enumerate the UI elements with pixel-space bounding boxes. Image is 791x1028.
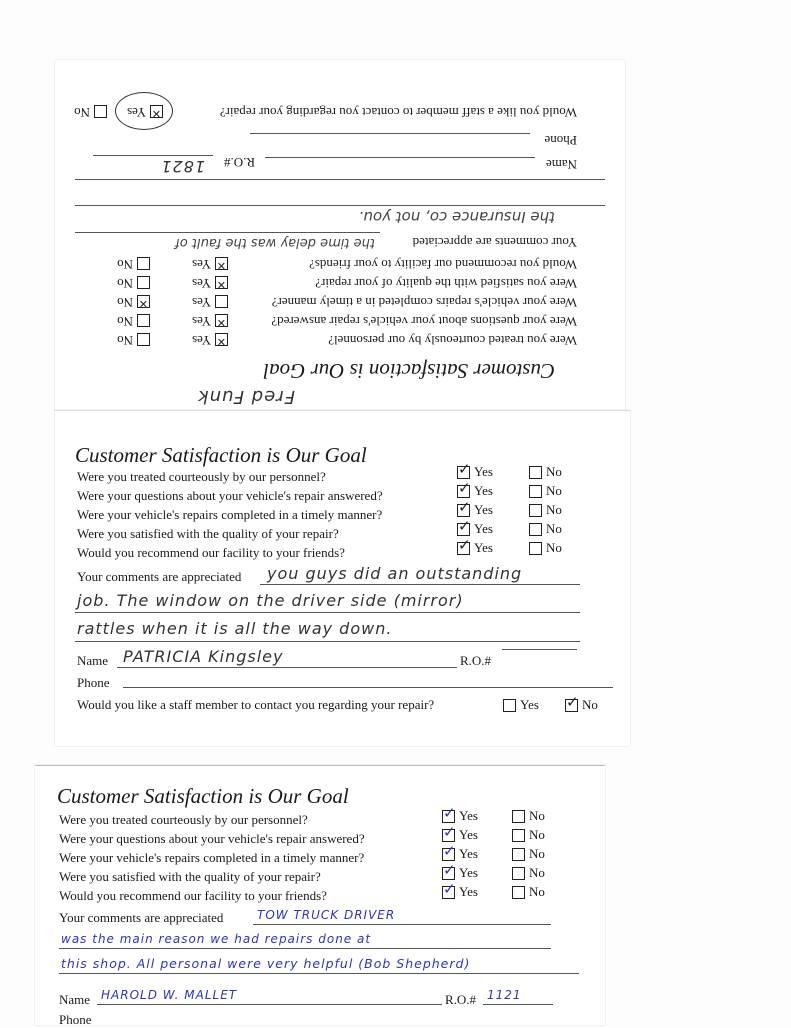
comments-label: Your comments are appreciated	[412, 235, 577, 250]
ro-label: R.O.#	[223, 155, 255, 170]
no-label: No	[117, 276, 133, 291]
no-checkbox[interactable]	[137, 296, 150, 309]
comment-underline	[75, 205, 605, 206]
name-value: PATRICIA Kingsley	[123, 647, 284, 666]
yes-label: Yes	[192, 257, 211, 272]
contact-question: Would you like a staff member to contact you regarding your repair?	[77, 697, 435, 712]
yes-label: Yes	[459, 884, 478, 899]
no-option-1[interactable]	[529, 464, 562, 480]
name-field[interactable]	[97, 1004, 442, 1005]
yes-checkbox[interactable]	[442, 829, 455, 842]
ro-label: R.O.#	[460, 653, 492, 668]
yes-label: Yes	[459, 827, 478, 842]
comment-underline	[75, 641, 580, 642]
ro-value: 1121	[487, 988, 522, 1002]
survey-card-2	[55, 410, 630, 746]
question-5: Would you recommend our facility to your friends?	[59, 888, 327, 903]
name-field[interactable]	[117, 667, 457, 668]
comment-underline	[260, 584, 580, 585]
yes-checkbox[interactable]	[457, 485, 470, 498]
no-option-5[interactable]	[512, 884, 545, 900]
no-label: No	[546, 502, 562, 517]
question-3: Were your vehicle's repairs completed in a timely manner?	[59, 850, 365, 865]
yes-option-5[interactable]	[457, 540, 493, 556]
no-label: No	[529, 827, 545, 842]
no-option-2[interactable]	[117, 313, 150, 329]
no-checkbox[interactable]	[529, 466, 542, 479]
question-5: Would you recommend our facility to your friends?	[77, 545, 345, 560]
card-title: Customer Satisfaction is Our Goal	[57, 784, 349, 808]
no-label: No	[529, 846, 545, 861]
no-option-5[interactable]	[117, 256, 150, 272]
survey-card-3	[35, 765, 605, 1025]
no-option-4[interactable]	[117, 275, 150, 291]
yes-label: Yes	[474, 502, 493, 517]
phone-field[interactable]	[123, 687, 613, 688]
yes-checkbox[interactable]	[457, 466, 470, 479]
no-checkbox[interactable]	[512, 886, 525, 899]
no-option-5[interactable]	[529, 540, 562, 556]
comment-underline	[253, 924, 551, 925]
no-label: No	[117, 333, 133, 348]
no-label: No	[582, 697, 598, 712]
yes-option-1[interactable]	[192, 332, 228, 348]
no-label: No	[74, 105, 90, 120]
comment-line-2: job. The window on the driver side (mirror)	[77, 591, 464, 610]
no-checkbox[interactable]	[565, 699, 578, 712]
ro-field[interactable]	[502, 649, 577, 650]
no-option-1[interactable]	[117, 332, 150, 348]
yes-option-3[interactable]	[192, 294, 228, 310]
contact-question: Would you like a staff member to contact you regarding your repair?	[219, 105, 577, 120]
question-2: Were your questions about your vehicle's repair answered?	[77, 488, 383, 503]
no-checkbox[interactable]	[94, 106, 107, 119]
yes-checkbox[interactable]	[215, 296, 228, 309]
yes-label: Yes	[192, 333, 211, 348]
comment-underline	[75, 612, 580, 613]
comment-underline	[59, 948, 551, 949]
yes-checkbox[interactable]	[215, 258, 228, 271]
no-label: No	[117, 314, 133, 329]
question-3: Were your vehicle's repairs completed in a timely manner?	[77, 507, 383, 522]
comment-line-3: this shop. All personal were very helpful (Bob Shepherd)	[61, 956, 471, 971]
comment-underline	[59, 973, 579, 974]
phone-label: Phone	[77, 675, 110, 690]
yes-checkbox[interactable]	[457, 523, 470, 536]
ro-field[interactable]	[93, 155, 213, 156]
no-label: No	[117, 295, 133, 310]
no-checkbox[interactable]	[512, 810, 525, 823]
comment-line-3: rattles when it is all the way down.	[77, 619, 393, 638]
no-label: No	[546, 464, 562, 479]
no-checkbox[interactable]	[137, 277, 150, 290]
question-2: Were your questions about your vehicle's repair answered?	[59, 831, 365, 846]
yes-label: Yes	[459, 808, 478, 823]
no-label: No	[117, 257, 133, 272]
no-option-3[interactable]	[117, 294, 150, 310]
yes-label: Yes	[459, 865, 478, 880]
question-2: Were your questions about your vehicle's repair answered?	[271, 314, 577, 329]
yes-checkbox[interactable]	[503, 699, 516, 712]
no-checkbox[interactable]	[512, 848, 525, 861]
card-title: Customer Satisfaction is Our Goal	[75, 443, 367, 467]
question-4: Were you satisfied with the quality of your repair?	[315, 276, 577, 291]
no-option-3[interactable]	[529, 502, 562, 518]
no-checkbox[interactable]	[529, 485, 542, 498]
contact-no-option[interactable]	[74, 104, 107, 120]
yes-option-5[interactable]	[192, 256, 228, 272]
yes-option-4[interactable]	[192, 275, 228, 291]
phone-label: Phone	[59, 1012, 92, 1027]
no-label: No	[529, 808, 545, 823]
comments-label: Your comments are appreciated	[59, 910, 224, 925]
no-checkbox[interactable]	[512, 829, 525, 842]
no-checkbox[interactable]	[529, 504, 542, 517]
yes-label: Yes	[474, 521, 493, 536]
question-1: Were you treated courteously by our personnel?	[77, 469, 326, 484]
comments-label: Your comments are appreciated	[77, 569, 242, 584]
name-field[interactable]	[265, 157, 535, 158]
phone-label: Phone	[544, 133, 577, 148]
yes-checkbox[interactable]	[442, 810, 455, 823]
comment-line-2: the Insurance co, not you.	[358, 208, 555, 226]
contact-yes-option[interactable]	[503, 697, 539, 713]
no-label: No	[546, 540, 562, 555]
question-4: Were you satisfied with the quality of your repair?	[77, 526, 339, 541]
ro-label: R.O.#	[445, 992, 477, 1007]
no-option-2[interactable]	[529, 483, 562, 499]
yes-label: Yes	[474, 483, 493, 498]
yes-label: Yes	[192, 295, 211, 310]
yes-checkbox[interactable]	[457, 504, 470, 517]
handwritten-signature: Fred Funk	[197, 386, 295, 407]
name-value: HAROLD W. MALLET	[101, 988, 238, 1002]
contact-no-option[interactable]	[565, 697, 598, 713]
question-5: Would you recommend our facility to your friends?	[309, 257, 577, 272]
card-title: Customer Satisfaction is Our Goal	[263, 359, 555, 383]
yes-checkbox[interactable]	[215, 277, 228, 290]
no-option-2[interactable]	[512, 827, 545, 843]
no-option-3[interactable]	[512, 846, 545, 862]
no-checkbox[interactable]	[137, 258, 150, 271]
yes-label: Yes	[192, 314, 211, 329]
yes-option-2[interactable]	[192, 313, 228, 329]
comment-line-1: TOW TRUCK DRIVER	[257, 908, 396, 922]
comment-line-2: was the main reason we had repairs done at	[61, 932, 372, 946]
no-option-1[interactable]	[512, 808, 545, 824]
ro-field[interactable]	[483, 1004, 553, 1005]
no-option-4[interactable]	[512, 865, 545, 881]
comment-line-1: you guys did an outstanding	[267, 564, 523, 583]
no-checkbox[interactable]	[529, 523, 542, 536]
no-label: No	[546, 483, 562, 498]
yes-checkbox[interactable]	[442, 886, 455, 899]
name-label: Name	[59, 992, 91, 1007]
yes-label: Yes	[192, 276, 211, 291]
yes-checkbox[interactable]	[457, 542, 470, 555]
comment-underline	[75, 179, 605, 180]
yes-label: Yes	[474, 464, 493, 479]
yes-checkbox[interactable]	[442, 867, 455, 880]
yes-checkbox[interactable]	[215, 334, 228, 347]
yes-label: Yes	[127, 105, 146, 120]
name-label: Name	[545, 157, 577, 172]
no-label: No	[529, 884, 545, 899]
ro-value: 1821	[160, 157, 205, 176]
yes-label: Yes	[459, 846, 478, 861]
comment-line-1: the time delay was the fault of	[175, 235, 375, 250]
hand-drawn-circle	[115, 92, 173, 130]
comment-underline	[75, 232, 380, 233]
no-checkbox[interactable]	[137, 334, 150, 347]
question-4: Were you satisfied with the quality of your repair?	[59, 869, 321, 884]
no-checkbox[interactable]	[529, 542, 542, 555]
no-option-4[interactable]	[529, 521, 562, 537]
yes-label: Yes	[474, 540, 493, 555]
phone-field[interactable]	[250, 133, 530, 134]
survey-card-upside-down	[55, 60, 625, 411]
no-checkbox[interactable]	[137, 315, 150, 328]
no-label: No	[529, 865, 545, 880]
yes-checkbox[interactable]	[442, 848, 455, 861]
yes-label: Yes	[520, 697, 539, 712]
no-checkbox[interactable]	[512, 867, 525, 880]
question-1: Were you treated courteously by our personnel?	[328, 333, 577, 348]
question-3: Were your vehicle's repairs completed in a timely manner?	[271, 295, 577, 310]
no-label: No	[546, 521, 562, 536]
name-label: Name	[77, 653, 109, 668]
yes-option-5[interactable]	[442, 884, 478, 900]
yes-checkbox[interactable]	[215, 315, 228, 328]
question-1: Were you treated courteously by our personnel?	[59, 812, 308, 827]
